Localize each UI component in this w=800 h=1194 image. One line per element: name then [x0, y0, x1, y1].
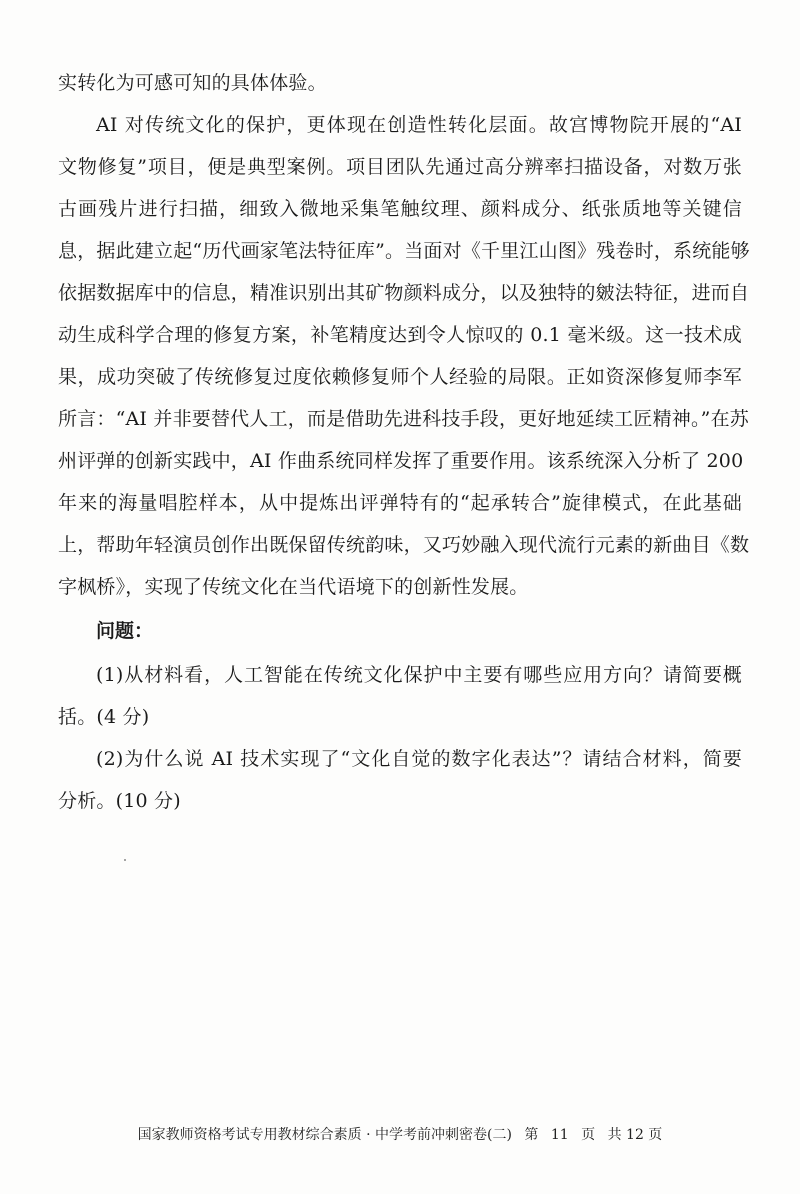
footer-page-prefix: 第	[524, 1127, 539, 1143]
passage-line: 果，成功突破了传统修复过度依赖修复师个人经验的局限。正如资深修复师李军	[58, 366, 742, 388]
passage-line: 实转化为可感可知的具体体验。	[58, 72, 327, 94]
question-1-line-2: 括。(4 分)	[58, 706, 150, 728]
footer-page-suffix: 页	[581, 1127, 596, 1143]
question-2	[58, 738, 742, 822]
passage-line: 上，帮助年轻演员创作出既保留传统韵味，又巧妙融入现代流行元素的新曲目《数	[58, 534, 750, 556]
question-2-line-2: 分析。(10 分)	[58, 790, 181, 812]
passage-line: 文物修复”项目，便是典型案例。项目团队先通过高分辨率扫描设备，对数万张	[58, 156, 742, 178]
scan-speck	[124, 859, 126, 861]
passage-line: 动生成科学合理的修复方案，补笔精度达到令人惊叹的 0.1 毫米级。这一技术成	[58, 324, 742, 346]
passage	[58, 62, 750, 608]
question-1-line-1: (1)从材料看，人工智能在传统文化保护中主要有哪些应用方向？请简要概	[96, 664, 742, 686]
footer-book-title: 国家教师资格考试专用教材综合素质 · 中学考前冲刺密卷(二)	[137, 1127, 512, 1143]
passage-line: 所言：“AI 并非要替代人工，而是借助先进科技手段，更好地延续工匠精神。”在苏	[58, 408, 749, 430]
footer-total-pages: 共 12 页	[607, 1127, 663, 1143]
passage-line: 年来的海量唱腔样本，从中提炼出评弹特有的“起承转合”旋律模式，在此基础	[58, 492, 742, 514]
passage-line: 依据数据库中的信息，精准识别出其矿物颜料成分，以及独特的皴法特征，进而自	[58, 282, 750, 304]
page-footer	[0, 1124, 800, 1144]
passage-line: 州评弹的创新实践中，AI 作曲系统同样发挥了重要作用。该系统深入分析了 200	[58, 450, 744, 472]
passage-line: AI 对传统文化的保护，更体现在创造性转化层面。故宫博物院开展的“AI	[96, 114, 742, 136]
question-1	[58, 654, 742, 738]
document-body	[58, 62, 750, 822]
question-2-line-1: (2)为什么说 AI 技术实现了“文化自觉的数字化表达”？请结合材料，简要	[96, 748, 742, 770]
questions-heading: 问题：	[96, 620, 154, 642]
passage-line: 息，据此建立起“历代画家笔法特征库”。当面对《千里江山图》残卷时，系统能够	[58, 240, 750, 262]
passage-line: 古画残片进行扫描，细致入微地采集笔触纹理、颜料成分、纸张质地等关键信	[58, 198, 742, 220]
passage-line: 字枫桥》，实现了传统文化在当代语境下的创新性发展。	[58, 576, 529, 598]
footer-page-number: 11	[550, 1127, 569, 1143]
